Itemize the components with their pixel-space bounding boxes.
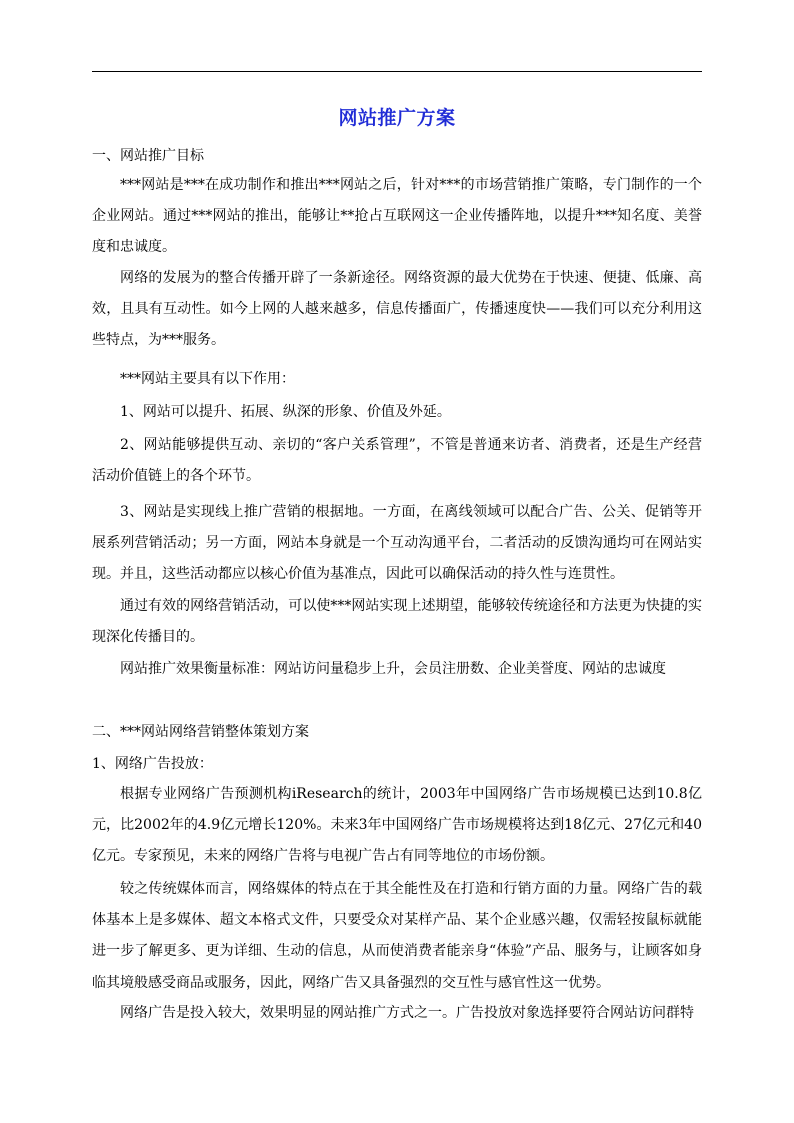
document-title: 网站推广方案 xyxy=(338,107,456,129)
section-1-paragraph-7: 通过有效的网络营销活动，可以使***网站实现上述期望，能够较传统途径和方法更为快捷的实现深化传播目的。 xyxy=(92,598,702,646)
section-2-heading: 二、***网站网络营销整体策划方案 xyxy=(92,724,309,740)
section-1-heading: 一、网站推广目标 xyxy=(92,148,204,164)
section-1-paragraph-5: 2、网站能够提供互动、亲切的“客户关系管理”，不管是普通来访者、消费者，还是生产经营活动价值链上的各个环节。 xyxy=(92,437,702,485)
section-1-paragraph-8: 网站推广效果衡量标准：网站访问量稳步上升，会员注册数、企业美誉度、网站的忠诚度 xyxy=(120,661,666,677)
section-1-paragraph-1: ***网站是***在成功制作和推出***网站之后，针对***的市场营销推广策略，专门制作的一个企业网站。通过***网站的推出，能够让**抢占互联网这一企业传播阵地，以提升***知名度、美誉度和忠诚度。 xyxy=(92,177,702,256)
header-rule xyxy=(92,71,702,72)
section-1-paragraph-6: 3、网站是实现线上推广营销的根据地。一方面，在离线领域可以配合广告、公关、促销等开展系列营销活动；另一方面，网站本身就是一个互动沟通平台，二者活动的反馈沟通均可在网站实现。并且，这些活动都应以核心价值为基准点，因此可以确保活动的持久性与连贯性。 xyxy=(92,504,702,583)
section-2-paragraph-2: 较之传统媒体而言，网络媒体的特点在于其全能性及在打造和行销方面的力量。网络广告的载体基本上是多媒体、超文本格式文件，只要受众对某样产品、某个企业感兴趣，仅需轻按鼠标就能进一步了解更多、更为详细、生动的信息，从而使消费者能亲身“体验”产品、服务与，让顾客如身临其境般感受商品或服务，因此，网络广告又具备强烈的交互性与感官性这一优势。 xyxy=(92,881,702,991)
section-2-subheading: 1、网络广告投放： xyxy=(92,756,213,772)
section-2-paragraph-3: 网络广告是投入较大，效果明显的网站推广方式之一。广告投放对象选择要符合网站访问群特 xyxy=(120,1005,694,1021)
section-1-paragraph-2: 网络的发展为的整合传播开辟了一条新途径。网络资源的最大优势在于快速、便捷、低廉、高效，且具有互动性。如今上网的人越来越多，信息传播面广，传播速度快——我们可以充分利用这些特点，为***服务。 xyxy=(92,270,702,349)
section-1-paragraph-3: ***网站主要具有以下作用： xyxy=(120,371,295,387)
section-2-paragraph-1: 根据专业网络广告预测机构iResearch的统计，2003年中国网络广告市场规模已达到10.8亿元，比2002年的4.9亿元增长120%。未来3年中国网络广告市场规模将达到18亿元、27亿元和40亿元。专家预见，未来的网络广告将与电视广告占有同等地位的市场份额。 xyxy=(92,786,702,865)
section-1-paragraph-4: 1、网站可以提升、拓展、纵深的形象、价值及外延。 xyxy=(120,404,451,420)
